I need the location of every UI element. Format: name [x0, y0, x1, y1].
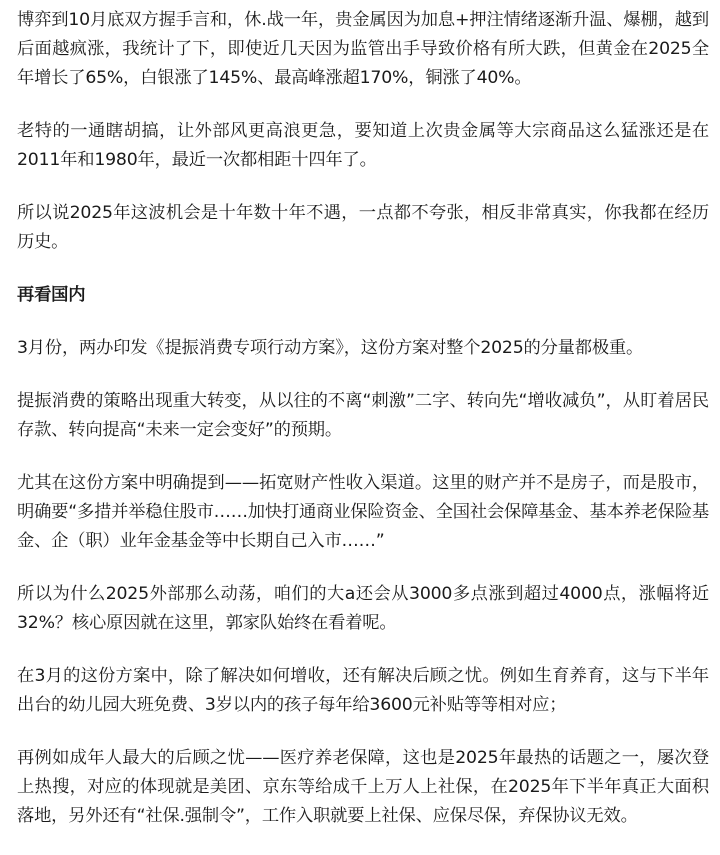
article-body	[17, 6, 709, 855]
paragraph: 在3月的这份方案中，除了解决如何增收，还有解决后顾之忧。例如生育养育，这与下半年出台的幼儿园大班免费、3岁以内的孩子每年给3600元补贴等等相对应；	[17, 666, 709, 715]
paragraph: 所以为什么2025外部那么动荡，咱们的大a还会从3000多点涨到超过4000点，涨幅将近32%？核心原因就在这里，郭家队始终在看着呢。	[17, 584, 709, 633]
paragraph: 尤其在这份方案中明确提到——拓宽财产性收入渠道。这里的财产并不是房子，而是股市，明确要“多措并举稳住股市……加快打通商业保险资金、全国社会保障基金、基本养老保险基金、企（职）业年金基金等中长期自己入市……”	[17, 473, 710, 551]
paragraph: 博弈到10月底双方握手言和，休.战一年，贵金属因为加息+押注情绪逐渐升温、爆棚，越到后面越疯涨，我统计了下，即使近几天因为监管出手导致价格有所大跌，但黄金在2025全年增长了65%，白银涨了145%、最高峰涨超170%，铜涨了40%。	[17, 10, 709, 88]
paragraph: 提振消费的策略出现重大转变，从以往的不离“刺激”二字、转向先“增收减负”，从盯着居民存款、转向提高“未来一定会变好”的预期。	[17, 391, 709, 440]
paragraph: 老特的一通瞎胡搞，让外部风更高浪更急，要知道上次贵金属等大宗商品这么猛涨还是在2011年和1980年，最近一次都相距十四年了。	[17, 121, 709, 170]
section-heading: 再看国内	[17, 285, 86, 305]
paragraph: 3月份，两办印发《提振消费专项行动方案》，这份方案对整个2025的分量都极重。	[17, 338, 644, 358]
paragraph: 所以说2025年这波机会是十年数十年不遇，一点都不夸张，相反非常真实，你我都在经历历史。	[17, 203, 709, 252]
paragraph: 再例如成年人最大的后顾之忧——医疗养老保障，这也是2025年最热的话题之一，屡次登上热搜，对应的体现就是美团、京东等给成千上万人上社保，在2025年下半年真正大面积落地，另外还有“社保.强制令”，工作入职就要上社保、应保尽保，弃保协议无效。	[17, 748, 709, 826]
